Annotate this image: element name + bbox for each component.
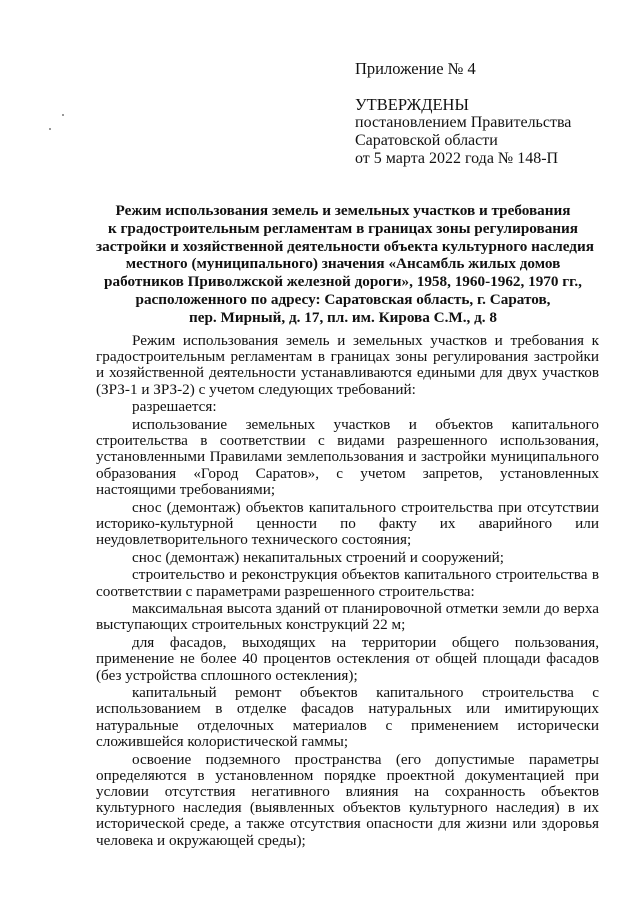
title-line: застройки и хозяйственной деятельности объекта культурного наследия — [96, 237, 594, 255]
appendix-number: Приложение № 4 — [355, 59, 476, 78]
approval-line-1: постановлением Правительства — [355, 114, 572, 131]
title-line: к градостроительным регламентам в границах зоны регулирования — [107, 219, 579, 237]
title-line: Режим использования земель и земельных участков и требования — [115, 202, 571, 219]
approval-line-2: Саратовской области — [355, 132, 498, 149]
scan-speck — [62, 114, 64, 116]
title-line: расположенного по адресу: Саратовская область, г. Саратов, — [135, 290, 551, 308]
approved-heading: УТВЕРЖДЕНЫ — [355, 95, 469, 114]
document-title — [96, 202, 594, 327]
body-paragraph: Режим использования земель и земельных участков и требования к градостроительным регламентам в границах зоны регулирования застройки и хозяйственной деятельности устанавливаются едиными для двух участков (ЗРЗ-1 и ЗРЗ-2) с учетом следующих требований: — [96, 332, 599, 398]
body-paragraph: капитальный ремонт объектов капитального строительства с использованием в отделке фасадов натуральных или имитирующих натуральные отделочных материалов с применением исторически сложившейся колористической гаммы; — [96, 684, 599, 750]
body-paragraph: освоение подземного пространства (его допустимые параметры определяются в установленном порядке проектной документацией при условии отсутствия негативного влияния на сохранность объектов культурного наследия (выявленных объектов культурного наследия) в их исторической среде, а также отсутствия опасности для жизни или здоровья человека и окружающей среды); — [96, 750, 599, 849]
scan-speck — [49, 128, 51, 130]
title-line: работников Приволжской железной дороги», 1958, 1960-1962, 1970 гг., — [104, 273, 582, 291]
approval-block — [355, 60, 625, 168]
body-paragraph: для фасадов, выходящих на территории общего пользования, применение не более 40 процентов остекления от общей площади фасадов (без устройства сплошного остекления); — [96, 634, 599, 684]
body-paragraph: максимальная высота зданий от планировочной отметки земли до верха выступающих строительных конструкций 22 м; — [96, 600, 599, 634]
document-body — [96, 333, 599, 850]
approval-line-3: от 5 марта 2022 года № 148-П — [355, 150, 559, 167]
body-paragraph: использование земельных участков и объектов капитального строительства в соответствии с видами разрешенного использования, установленными Правилами землепользования и застройки муниципального образования «Город Саратов», с учетом запретов, установленных настоящими требованиями; — [96, 416, 599, 498]
title-line: пер. Мирный, д. 17, пл. им. Кирова С.М., д. 8 — [188, 308, 497, 326]
body-paragraph: строительство и реконструкция объектов капитального строительства в соответствии с параметрами разрешенного строительства: — [96, 566, 599, 600]
body-paragraph: разрешается: — [132, 398, 217, 416]
body-paragraph: снос (демонтаж) некапитальных строений и сооружений; — [132, 548, 505, 566]
body-paragraph: снос (демонтаж) объектов капитального строительства при отсутствии историко-культурной ценности по факту их аварийного или неудовлетворительного технического состояния; — [96, 498, 599, 548]
title-line: местного (муниципального) значения «Ансамбль жилых домов — [125, 255, 561, 273]
